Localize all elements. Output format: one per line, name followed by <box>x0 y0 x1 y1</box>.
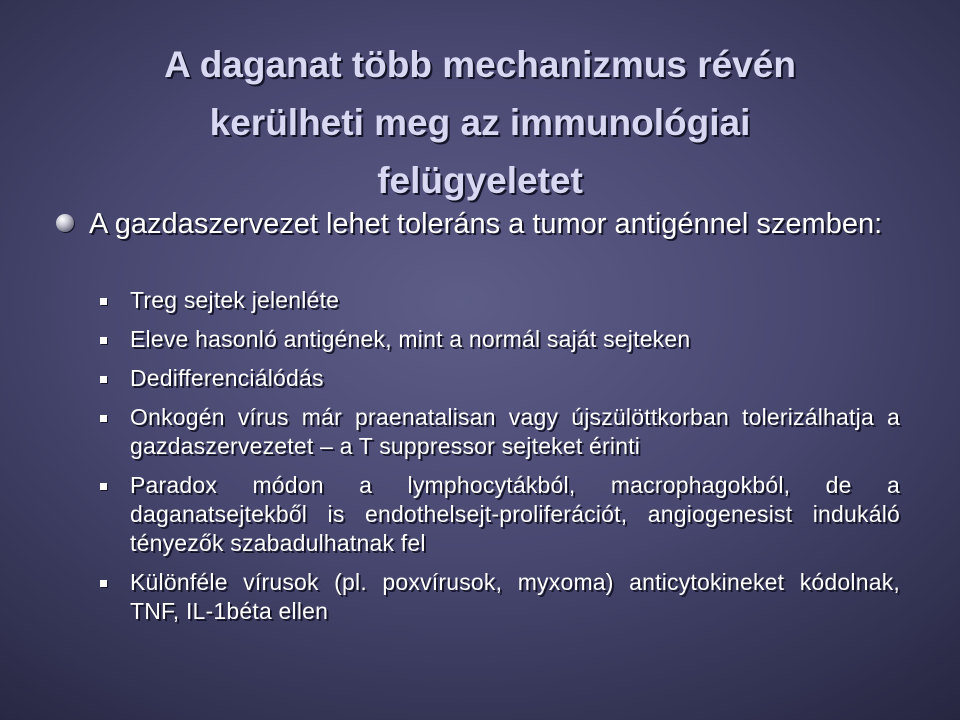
list-item-text: Onkogén vírus már praenatalisan vagy újszülöttkorban tolerizálhatja a gazdaszervezetet – a T suppressor sejteket érinti <box>130 404 900 459</box>
title-line-3: felügyeletet <box>377 160 583 201</box>
list-item <box>100 568 900 626</box>
main-point-text: A gazdaszervezet lehet toleráns a tumor antigénnel szemben: <box>89 208 883 240</box>
list-item <box>100 403 900 461</box>
list-item-text: Eleve hasonló antigének, mint a normál saját sejteken <box>130 326 691 352</box>
sphere-bullet-icon <box>56 214 74 232</box>
square-bullet-icon <box>100 376 107 383</box>
list-item <box>100 364 900 393</box>
sub-bullet-list <box>100 286 900 636</box>
list-item <box>100 471 900 558</box>
list-item-text: Treg sejtek jelenléte <box>130 287 340 313</box>
square-bullet-icon <box>100 415 107 422</box>
main-bullet-point <box>56 207 902 241</box>
title-line-1: A daganat több mechanizmus révén <box>164 44 796 85</box>
title-line-2: kerülheti meg az immunológiai <box>209 102 751 143</box>
list-item-text: Különféle vírusok (pl. poxvírusok, myxoma) anticytokineket kódolnak, TNF, IL-1béta ellen <box>130 569 900 624</box>
square-bullet-icon <box>100 483 107 490</box>
list-item-text: Dedifferenciálódás <box>130 365 324 391</box>
square-bullet-icon <box>100 580 107 587</box>
list-item-text: Paradox módon a lymphocytákból, macrophagokból, de a daganatsejtekből is endothelsejt-proliferációt, angiogenesist indukáló tényezők szabadulhatnak fel <box>130 472 900 556</box>
square-bullet-icon <box>100 337 107 344</box>
square-bullet-icon <box>100 298 107 305</box>
list-item <box>100 325 900 354</box>
slide-title <box>60 36 900 210</box>
list-item <box>100 286 900 315</box>
